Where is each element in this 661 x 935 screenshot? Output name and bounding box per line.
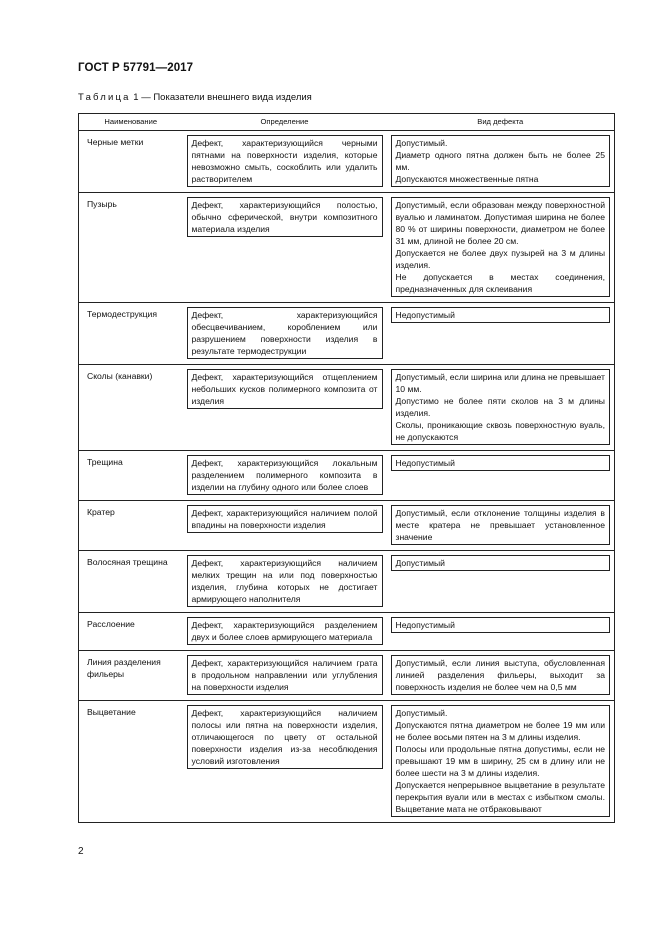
defect-view-line: Допускается не более двух пузырей на 3 м длины изделия.	[395, 248, 605, 270]
table-row	[79, 701, 615, 823]
defect-view	[391, 655, 611, 695]
defect-view	[391, 555, 611, 571]
defects-table	[78, 113, 615, 823]
defect-view	[391, 505, 611, 545]
defect-definition: Дефект, характеризующийся локальным разделением полимерного композита в изделии на глубину одного или более слоев	[187, 455, 383, 495]
defect-view-cell	[387, 303, 615, 365]
defect-definition: Дефект, характеризующийся наличием грата в продольном направлении или углубления на поверхности изделия	[187, 655, 383, 695]
defect-view-line: Допустимый, если отклонение толщины изделия в месте кратера не превышает установленное значение	[395, 508, 605, 542]
table-row	[79, 303, 615, 365]
defect-view-line: Допустимый, если ширина или длина не превышает 10 мм.	[395, 372, 605, 394]
column-header-definition: Определение	[183, 114, 387, 131]
table-caption-text: 1 — Показатели внешнего вида изделия	[133, 92, 312, 103]
defect-view	[391, 135, 611, 187]
defect-view-line: Полосы или продольные пятна допустимы, если не превышают 19 мм в ширину, 25 см в длину или не более шести на 3 м длины изделия.	[395, 744, 605, 778]
defect-view-line: Недопустимый	[395, 310, 455, 320]
defect-view-line: Допустимый.	[395, 708, 448, 718]
defect-view	[391, 197, 611, 297]
defect-view-cell	[387, 651, 615, 701]
defect-view-cell	[387, 365, 615, 451]
defect-view-line: Допустимый.	[395, 138, 448, 148]
table-caption	[78, 92, 312, 103]
table-header-row	[79, 114, 615, 131]
defect-view-cell	[387, 451, 615, 501]
defect-view	[391, 455, 611, 471]
defect-view-line: Допустимый, если линия выступа, обусловленная линией разделения фильеры, выходит за поверхность изделия не более чем на 0,5 мм	[395, 658, 605, 692]
column-header-name: Наименование	[79, 114, 183, 131]
defect-view-cell	[387, 131, 615, 193]
defect-definition-cell	[183, 613, 387, 651]
defect-name: Пузырь	[79, 193, 183, 303]
defect-view-line: Допускаются множественные пятна	[395, 174, 539, 184]
defect-definition: Дефект, характеризующийся наличием полосы или пятна на поверхности изделия, отличающегося по цвету от остальной поверхности изделия из-за несоблюдения условий изготовления	[187, 705, 383, 769]
table-row	[79, 651, 615, 701]
defect-name: Линия разделения фильеры	[79, 651, 183, 701]
table-row	[79, 131, 615, 193]
defect-definition: Дефект, характеризующийся полостью, обычно сферической, внутри композитного материала изделия	[187, 197, 383, 237]
defect-view	[391, 307, 611, 323]
defect-name: Трещина	[79, 451, 183, 501]
defect-view	[391, 705, 611, 817]
table-row	[79, 365, 615, 451]
defect-definition: Дефект, характеризующийся разделением двух и более слоев армирующего материала	[187, 617, 383, 645]
defect-view	[391, 369, 611, 445]
defect-definition: Дефект, характеризующийся отщеплением небольших кусков полимерного композита от изделия	[187, 369, 383, 409]
defect-definition-cell	[183, 193, 387, 303]
defect-definition: Дефект, характеризующийся наличием мелких трещин на или под поверхностью изделия, глубина которых не достигает армирующего наполнителя	[187, 555, 383, 607]
defect-definition-cell	[183, 551, 387, 613]
defect-name: Выцветание	[87, 707, 136, 717]
defect-name: Расслоение	[79, 613, 183, 651]
defect-view-line: Недопустимый	[395, 458, 455, 468]
defect-definition-cell	[183, 131, 387, 193]
table-row	[79, 613, 615, 651]
defect-definition-cell	[183, 303, 387, 365]
defect-view-line: Допускаются пятна диаметром не более 19 мм или не более восьми пятен на 3 м длины изделия.	[395, 720, 605, 742]
defect-view-cell	[387, 501, 615, 551]
defect-definition: Дефект, характеризующийся обесцвечиванием, короблением или разрушением поверхности изделия в результате термодеструкции	[187, 307, 383, 359]
defect-view-line: Допустимо не более пяти сколов на 3 м длины изделия.	[395, 396, 605, 418]
defect-definition: Дефект, характеризующийся черными пятнами на поверхности изделия, которые невозможно смыть, соскоблить или удалить растворителем	[187, 135, 383, 187]
defect-name: Сколы (канавки)	[79, 365, 183, 451]
table-row	[79, 451, 615, 501]
table-row	[79, 551, 615, 613]
defect-name: Термодеструкция	[79, 303, 183, 365]
defect-view-cell	[387, 551, 615, 613]
defect-definition-cell	[183, 451, 387, 501]
defect-definition-cell	[183, 365, 387, 451]
document-code: ГОСТ Р 57791—2017	[78, 62, 194, 74]
defect-view-cell	[387, 193, 615, 303]
table-row	[79, 193, 615, 303]
page-number: 2	[78, 846, 84, 857]
defect-view-line: Допустимый	[395, 558, 445, 568]
defect-definition-cell	[183, 651, 387, 701]
defect-name: Волосяная трещина	[79, 551, 183, 613]
table-row	[79, 501, 615, 551]
defect-view-line: Допускается непрерывное выцветание в результате перекрытия вуали или в местах с избытком смолы. Выцветание мата не отбраковывают	[395, 780, 605, 814]
defect-view-cell	[387, 701, 615, 823]
defect-view-line: Диаметр одного пятна должен быть не более 25 мм.	[395, 150, 605, 172]
defect-view-line: Не допускается в местах соединения, предназначенных для склеивания	[395, 272, 605, 294]
defect-view	[391, 617, 611, 633]
defect-view-line: Недопустимый	[395, 620, 455, 630]
table-body	[79, 131, 615, 823]
defect-view-cell	[387, 613, 615, 651]
defect-definition: Дефект, характеризующийся наличием полой впадины на поверхности изделия	[187, 505, 383, 533]
defect-name: Черные метки	[79, 131, 183, 193]
table-caption-word: Таблица	[78, 92, 131, 103]
column-header-view: Вид дефекта	[387, 114, 615, 131]
defect-definition-cell	[183, 701, 387, 823]
defect-view-line: Допустимый, если образован между поверхностной вуалью и ламинатом. Допустимая ширина не более 80 % от ширины поверхности, диаметром не более 31 мм, длиной не более 20 см.	[395, 200, 605, 246]
defect-view-line: Сколы, проникающие сквозь поверхностную вуаль, не допускаются	[395, 420, 605, 442]
defect-name: Кратер	[79, 501, 183, 551]
defect-definition-cell	[183, 501, 387, 551]
